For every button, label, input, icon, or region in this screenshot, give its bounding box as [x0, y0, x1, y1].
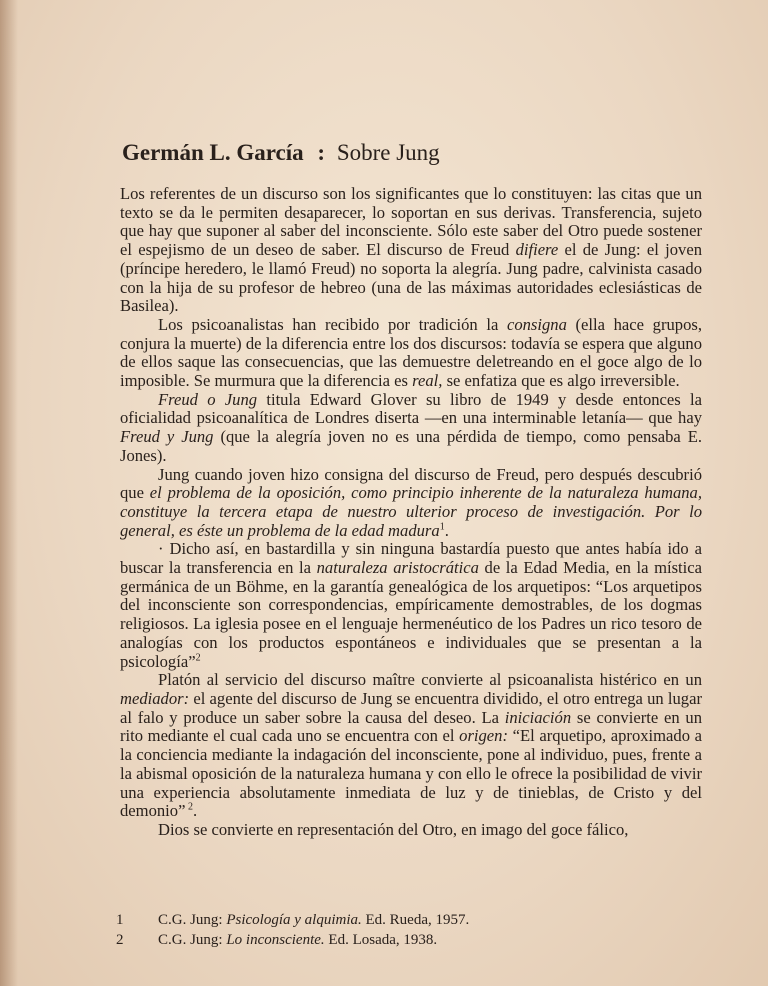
text-run: Los referentes de un discurso son los significantes que lo constituyen: las citas que un texto se da le permiten desaparecer, lo soportan en sus derivas. Transferencia, sujeto que hay que suponer al saber del inconsciente. Sólo este saber del Otro puede sostener el espejismo de un deseo de saber. El discurso de Freud — [120, 184, 702, 260]
text-run: el agente del discurso de Jung se encuentra dividido, el otro entrega un lugar al falo y produce un saber sobre la causa del deseo. La — [120, 688, 702, 727]
footnotes — [116, 910, 676, 950]
text-run: Los psicoanalistas han recibido por tradición la — [158, 314, 507, 334]
italic-text: consigna — [506, 314, 567, 334]
footnote-marker: 2 — [195, 652, 201, 664]
text-run: el de Jung: el joven (príncipe heredero, le llamó Freud) no soporta la alegría. Jung padre, calvinista casado con la hija de su profesor de hebreo (una de las máximas autoridades eclesiásticas de Basilea). — [120, 240, 702, 316]
article-title — [122, 136, 682, 170]
paragraph — [120, 821, 702, 840]
italic-text: naturaleza aristocrática — [316, 558, 479, 578]
text-run: (ella hace grupos, conjura la muerte) de la diferencia entre los dos discursos: todavía se espera que alguno de ellos saque las consecuencias, que las demuestre deletreando en el goce algo de lo imposible. Se murmura que la diferencia es — [120, 314, 702, 391]
paragraph — [120, 540, 702, 671]
footnote — [116, 910, 676, 930]
text-run: (que la alegría joven no es una pérdida de tiempo, como pensaba E. Jones). — [120, 427, 702, 465]
italic-text: real, — [412, 371, 443, 391]
text-run: “El arquetipo, aproximado a la conciencia mediante la indagación del inconsciente, pone al individuo, pues, frente a la abismal oposición de la naturaleza humana y con ello le ofrece la posibilidad de vivir una experiencia absolutamente inmediata de luz y de tinieblas, de Cristo y del demonio” — [120, 726, 702, 821]
footnote-text — [158, 910, 469, 930]
text-run: Ed. Losada, 1938. — [324, 932, 438, 948]
italic-text: origen: — [459, 726, 508, 746]
footnote-text — [158, 930, 437, 950]
paragraph — [120, 671, 702, 821]
text-run: Dios se convierte en representación del Otro, en imago del goce fálico, — [158, 819, 629, 839]
footnote-number: 1 — [116, 912, 124, 928]
text-run: de la Edad Media, en la mística germánica de un Böhme, en la garantía genealógica de los arquetipos: “Los arquetipos del inconsciente son correspondencias, empíricamente demostrables, de los dogmas religiosos. La iglesia posee en el lenguaje hermenéutico de los Padres un rico tesoro de analogías con los productos espontáneos e individuales que se presentan a la psicología” — [120, 558, 702, 671]
title-separator: : — [317, 140, 326, 165]
text-run: Jung cuando joven hizo consigna del discurso de Freud, pero después descubrió que — [120, 464, 702, 503]
text-run: se convierte en un rito mediante el cual cada uno se encuentra con el — [120, 707, 702, 746]
text-run: . — [192, 801, 198, 821]
article-body — [120, 185, 702, 840]
footnote-number: 2 — [116, 932, 124, 948]
italic-text: Lo inconsciente. — [226, 932, 325, 948]
text-run: Platón al servicio del discurso maître convierte al psicoanalista histérico en un — [158, 670, 702, 690]
paragraph — [120, 316, 702, 391]
page-shadow-edge — [0, 0, 18, 986]
paragraph — [120, 466, 702, 541]
italic-text: Freud o Jung — [158, 389, 258, 409]
footnote-marker: 2 — [185, 801, 193, 813]
italic-text: mediador: — [120, 688, 190, 708]
text-run: C.G. Jung: — [158, 912, 227, 928]
text-run: · Dicho así, en bastardilla y sin ninguna bastardía puesto que antes había ido a buscar la transferencia en la — [120, 539, 702, 578]
text-run: C.G. Jung: — [158, 932, 227, 948]
italic-text: Psicología y alquimia. — [226, 912, 362, 928]
italic-text: difiere — [515, 240, 559, 260]
text-run: titula Edward Glover su libro de 1949 y desde entonces la oficialidad psicoanalítica de Londres diserta —en una interminable letanía— que hay — [120, 389, 702, 428]
text-run: Ed. Rueda, 1957. — [361, 912, 470, 928]
paragraph — [120, 185, 702, 316]
italic-text: el problema de la oposición, como principio inherente de la naturaleza humana, constituye la tercera etapa de nuestro ulterior proceso de investigación. Por lo general, es éste un problema de la edad madura — [120, 483, 703, 540]
paragraph — [120, 391, 702, 466]
text-run: . — [444, 520, 449, 540]
footnote — [116, 930, 676, 950]
title-subject: Sobre Jung — [336, 140, 440, 165]
italic-text: Freud y Jung — [120, 427, 214, 447]
italic-text: iniciación — [504, 707, 572, 727]
footnote-marker: 1 — [439, 521, 445, 533]
title-author: Germán L. García — [122, 140, 304, 165]
text-run: se enfatiza que es algo irreversible. — [442, 371, 680, 391]
